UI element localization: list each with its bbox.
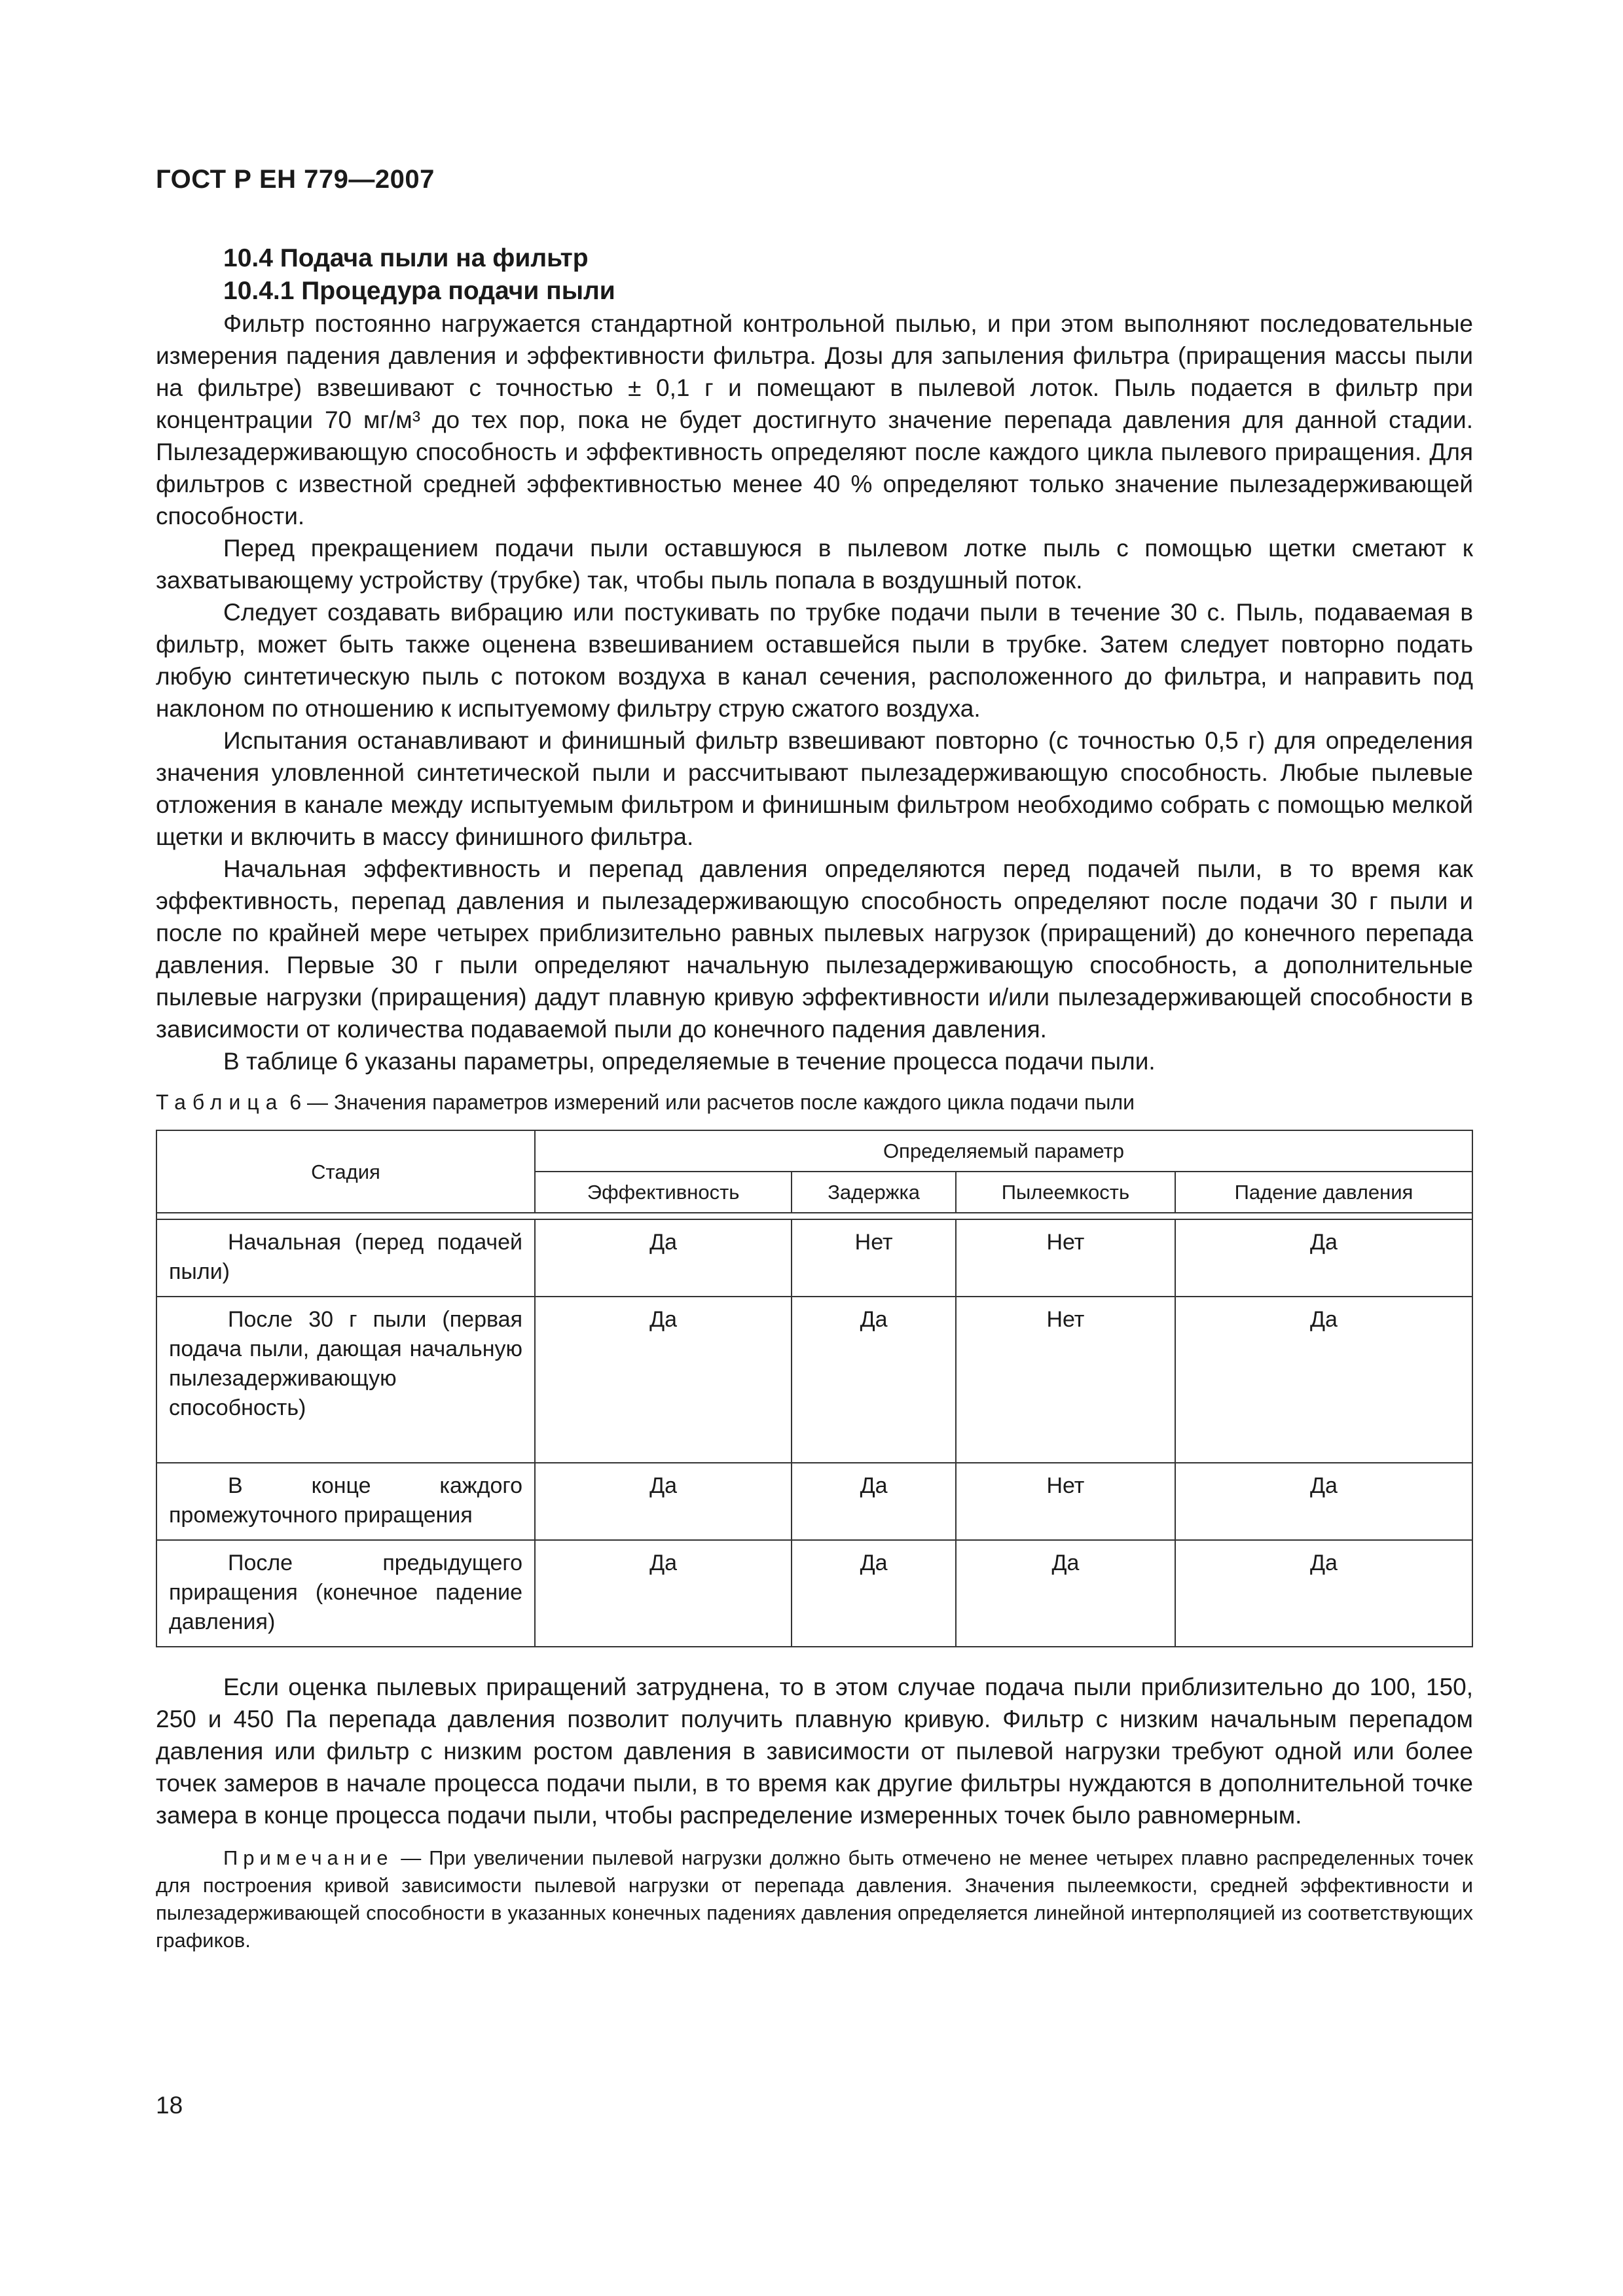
table-caption (156, 1088, 1473, 1117)
table-cell: Да (792, 1463, 956, 1540)
table-cell: Нет (956, 1463, 1175, 1540)
table-cell: Да (792, 1297, 956, 1463)
table-cell: Да (792, 1540, 956, 1647)
note (156, 1844, 1473, 1954)
table-header-group: Определяемый параметр (535, 1130, 1472, 1172)
table-row (156, 1297, 1472, 1463)
page-content (156, 242, 1473, 1954)
table-row (156, 1540, 1472, 1647)
note-label: Примечание (223, 1846, 393, 1869)
paragraph: Следует создавать вибрацию или постукивать по трубке подачи пыли в течение 30 с. Пыль, подаваемая в фильтр, может быть также оценена взвешиванием оставшейся пыли в трубке. Затем следует повторно подать любую синтетическую пыль с потоком воздуха в канал сечения, расположенного до фильтра, и направить под наклоном по отношению к испытуемому фильтру струю сжатого воздуха. (156, 599, 1473, 722)
table-cell: Да (535, 1540, 792, 1647)
table-cell: Нет (956, 1297, 1175, 1463)
table-cell: Да (1175, 1463, 1472, 1540)
table-header-retention: Задержка (792, 1172, 956, 1213)
parameters-table (156, 1130, 1473, 1647)
document-header: ГОСТ Р ЕН 779—2007 (156, 165, 435, 194)
table-cell: Да (535, 1297, 792, 1463)
table-cell: Нет (956, 1219, 1175, 1297)
table-cell-stage: В конце каждого промежуточного приращения (156, 1463, 535, 1540)
table-header-pressure-drop: Падение давления (1175, 1172, 1472, 1213)
paragraph: Перед прекращением подачи пыли оставшуюся в пылевом лотке пыль с помощью щетки сметают к захватывающему устройству (трубке) так, чтобы пыль попала в воздушный поток. (156, 535, 1473, 594)
table-header-efficiency: Эффективность (535, 1172, 792, 1213)
note-text: — При увеличении пылевой нагрузки должно быть отмечено не менее четырех плавно распределенных точек для построения кривой зависимости пылевой нагрузки от перепада давления. Значения пылеемкости, средней эффективности и пылезадерживающей способности в указанных конечных падениях давления определяется линейной интерполяцией из соответствующих графиков. (156, 1846, 1473, 1952)
table-cell: Да (1175, 1219, 1472, 1297)
table-cell: Да (535, 1463, 792, 1540)
paragraph: Испытания останавливают и финишный фильтр взвешивают повторно (с точностью 0,5 г) для определения значения уловленной синтетической пыли и рассчитывают пылезадерживающую способность. Любые пылевые отложения в канале между испытуемым фильтром и финишным фильтром необходимо собрать с помощью мелкой щетки и включить в массу финишного фильтра. (156, 727, 1473, 850)
table-separator (156, 1213, 1472, 1219)
page-number: 18 (156, 2092, 183, 2119)
table-cell-stage: Начальная (перед подачей пыли) (156, 1219, 535, 1297)
table-cell-stage: После 30 г пыли (первая подача пыли, дающая начальную пылезадерживающую способность) (156, 1297, 535, 1463)
table-cell: Да (535, 1219, 792, 1297)
paragraph: Если оценка пылевых приращений затруднена, то в этом случае подача пыли приблизительно до 100, 150, 250 и 450 Па перепада давления позволит получить плавную кривую. Фильтр с низким начальным перепадом давления или фильтр с низким ростом давления в зависимости от пылевой нагрузки требуют одной или более точек замеров в начале процесса подачи пыли, в то время как другие фильтры нуждаются в дополнительной точке замера в конце процесса подачи пыли, чтобы распределение измеренных точек было равномерным. (156, 1674, 1473, 1829)
section-heading: 10.4 Подача пыли на фильтр (223, 244, 589, 272)
table-header-stage: Стадия (156, 1130, 535, 1213)
paragraph: Фильтр постоянно нагружается стандартной контрольной пылью, и при этом выполняют последовательные измерения падения давления и эффективности фильтра. Дозы для запыления фильтра (приращения массы пыли на фильтре) взвешивают с точностью ± 0,1 г и помещают в пылевой лоток. Пыль подается в фильтр при концентрации 70 мг/м³ до тех пор, пока не будет достигнуто значение перепада давления для данной стадии. Пылезадерживающую способность и эффективность определяют после каждого цикла пылевого приращения. Для фильтров с известной средней эффективностью менее 40 % определяют только значение пылезадерживающей способности. (156, 310, 1473, 529)
subsection-heading: 10.4.1 Процедура подачи пыли (223, 277, 615, 305)
table-caption-text: 6 — Значения параметров измерений или расчетов после каждого цикла подачи пыли (289, 1090, 1135, 1114)
table-header-dust-capacity: Пылеемкость (956, 1172, 1175, 1213)
table-row (156, 1219, 1472, 1297)
table-cell: Да (1175, 1540, 1472, 1647)
table-cell: Нет (792, 1219, 956, 1297)
paragraph: Начальная эффективность и перепад давления определяются перед подачей пыли, в то время как эффективность, перепад давления и пылезадерживающую способность определяют после подачи 30 г пыли и после по крайней мере четырех приблизительно равных пылевых нагрузок (приращений) до конечного перепада давления. Первые 30 г пыли определяют начальную пылезадерживающую способность, а дополнительные пылевые нагрузки (приращения) дадут плавную кривую эффективности и/или пылезадерживающей способности в зависимости от количества подаваемой пыли до конечного падения давления. (156, 855, 1473, 1043)
table-caption-label: Таблица (156, 1090, 284, 1114)
table-cell: Да (1175, 1297, 1472, 1463)
table-row (156, 1463, 1472, 1540)
table-cell: Да (956, 1540, 1175, 1647)
table-cell-stage: После предыдущего приращения (конечное падение давления) (156, 1540, 535, 1647)
paragraph: В таблице 6 указаны параметры, определяемые в течение процесса подачи пыли. (223, 1048, 1156, 1075)
